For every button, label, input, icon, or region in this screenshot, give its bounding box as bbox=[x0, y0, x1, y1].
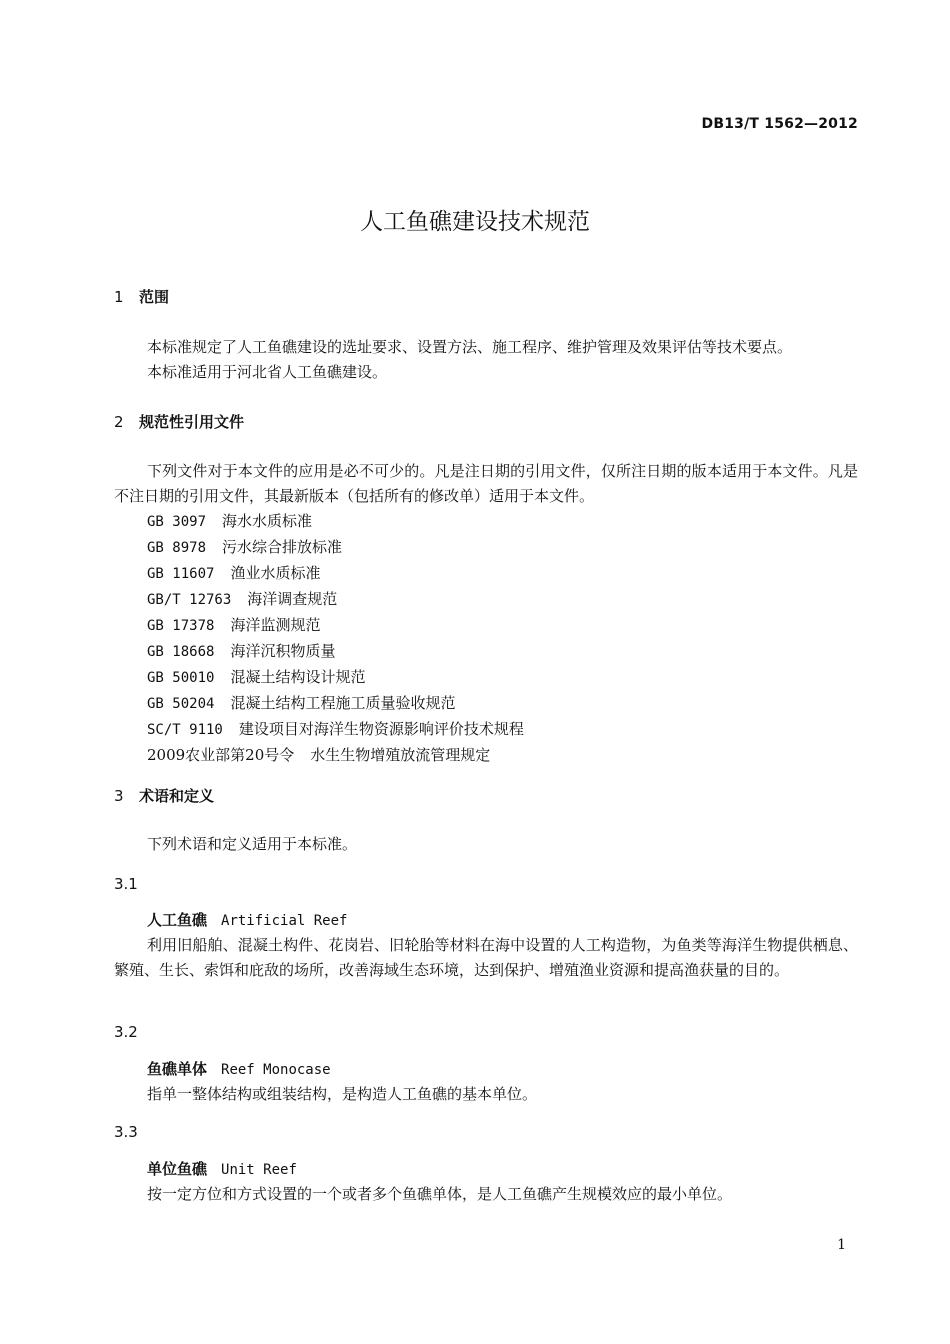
clause-3-2-body bbox=[114, 1057, 858, 1107]
reference-item bbox=[114, 665, 858, 691]
reference-code: GB 17378 bbox=[147, 618, 215, 634]
reference-item bbox=[114, 743, 858, 768]
clause-number: 3.3 bbox=[114, 1123, 138, 1141]
reference-name: 海水水质标准 bbox=[222, 512, 313, 530]
section-heading bbox=[114, 411, 858, 433]
section-heading bbox=[114, 785, 858, 807]
reference-name: 水生生物增殖放流管理规定 bbox=[310, 746, 491, 764]
section-2 bbox=[114, 411, 858, 433]
reference-name: 建设项目对海洋生物资源影响评价技术规程 bbox=[238, 720, 524, 738]
paragraph: 下列文件对于本文件的应用是必不可少的。凡是注日期的引用文件，仅所注日期的版本适用于本文件。凡是不注日期的引用文件，其最新版本（包括所有的修改单）适用于本文件。 bbox=[114, 462, 858, 505]
term-definition: 利用旧船舶、混凝土构件、花岗岩、旧轮胎等材料在海中设置的人工构造物，为鱼类等海洋生物提供栖息、繁殖、生长、索饵和庇敌的场所，改善海域生态环境，达到保护、增殖渔业资源和提高渔获量的目的。 bbox=[114, 936, 858, 979]
clause-number: 3.1 bbox=[114, 875, 138, 893]
section-number: 1 bbox=[114, 288, 124, 306]
reference-item bbox=[114, 509, 858, 535]
page-number: 1 bbox=[837, 1237, 846, 1253]
paragraph: 本标准适用于河北省人工鱼礁建设。 bbox=[147, 363, 388, 381]
section-2-body bbox=[114, 459, 858, 768]
reference-item bbox=[114, 639, 858, 665]
term-chinese: 单位鱼礁 bbox=[147, 1160, 208, 1178]
reference-name: 混凝土结构工程施工质量验收规范 bbox=[230, 694, 456, 712]
term-line bbox=[114, 1157, 858, 1182]
term-chinese: 鱼礁单体 bbox=[147, 1060, 208, 1078]
clause-3-3-body bbox=[114, 1157, 858, 1207]
paragraph: 本标准规定了人工鱼礁建设的选址要求、设置方法、施工程序、维护管理及效果评估等技术要点。 bbox=[147, 338, 793, 356]
term-definition: 按一定方位和方式设置的一个或者多个鱼礁单体，是人工鱼礁产生规模效应的最小单位。 bbox=[147, 1185, 733, 1203]
clause-3-1 bbox=[114, 873, 858, 895]
clause-3-1-body bbox=[114, 908, 858, 983]
term-chinese: 人工鱼礁 bbox=[147, 911, 208, 929]
reference-code: GB 18668 bbox=[147, 644, 215, 660]
section-1 bbox=[114, 286, 858, 308]
section-heading bbox=[114, 286, 858, 308]
reference-item bbox=[114, 587, 858, 613]
reference-item bbox=[114, 561, 858, 587]
term-definition: 指单一整体结构或组装结构，是构造人工鱼礁的基本单位。 bbox=[147, 1085, 538, 1103]
term-english: Unit Reef bbox=[221, 1162, 297, 1178]
term-line bbox=[114, 908, 858, 933]
reference-item bbox=[114, 691, 858, 717]
reference-item bbox=[114, 717, 858, 743]
term-english: Reef Monocase bbox=[221, 1062, 331, 1078]
section-number: 3 bbox=[114, 787, 124, 805]
reference-code: GB 50010 bbox=[147, 670, 215, 686]
reference-name: 混凝土结构设计规范 bbox=[230, 668, 366, 686]
clause-number: 3.2 bbox=[114, 1023, 138, 1041]
section-title: 术语和定义 bbox=[139, 787, 215, 805]
term-line bbox=[114, 1057, 858, 1082]
document-title: 人工鱼礁建设技术规范 bbox=[360, 209, 590, 235]
section-number: 2 bbox=[114, 413, 124, 431]
paragraph: 下列术语和定义适用于本标准。 bbox=[147, 835, 358, 853]
reference-name: 渔业水质标准 bbox=[230, 564, 321, 582]
section-title: 范围 bbox=[139, 288, 170, 306]
reference-code: SC/T 9110 bbox=[147, 722, 223, 738]
reference-item bbox=[114, 613, 858, 639]
term-english: Artificial Reef bbox=[221, 913, 348, 929]
section-title: 规范性引用文件 bbox=[139, 413, 245, 431]
section-1-body bbox=[114, 335, 858, 385]
reference-name: 海洋监测规范 bbox=[230, 616, 321, 634]
clause-3-3 bbox=[114, 1121, 858, 1143]
reference-name: 污水综合排放标准 bbox=[222, 538, 343, 556]
clause-3-2 bbox=[114, 1021, 858, 1043]
reference-name: 海洋调查规范 bbox=[247, 590, 338, 608]
reference-list bbox=[114, 509, 858, 768]
reference-code: GB 50204 bbox=[147, 696, 215, 712]
reference-code: 2009农业部第20号令 bbox=[147, 746, 295, 764]
document-code: DB13/T 1562—2012 bbox=[701, 116, 858, 132]
reference-code: GB/T 12763 bbox=[147, 592, 232, 608]
section-3-intro bbox=[114, 832, 858, 857]
reference-item bbox=[114, 535, 858, 561]
reference-name: 海洋沉积物质量 bbox=[230, 642, 336, 660]
reference-code: GB 8978 bbox=[147, 540, 207, 556]
reference-code: GB 11607 bbox=[147, 566, 215, 582]
reference-code: GB 3097 bbox=[147, 514, 207, 530]
section-3 bbox=[114, 785, 858, 807]
